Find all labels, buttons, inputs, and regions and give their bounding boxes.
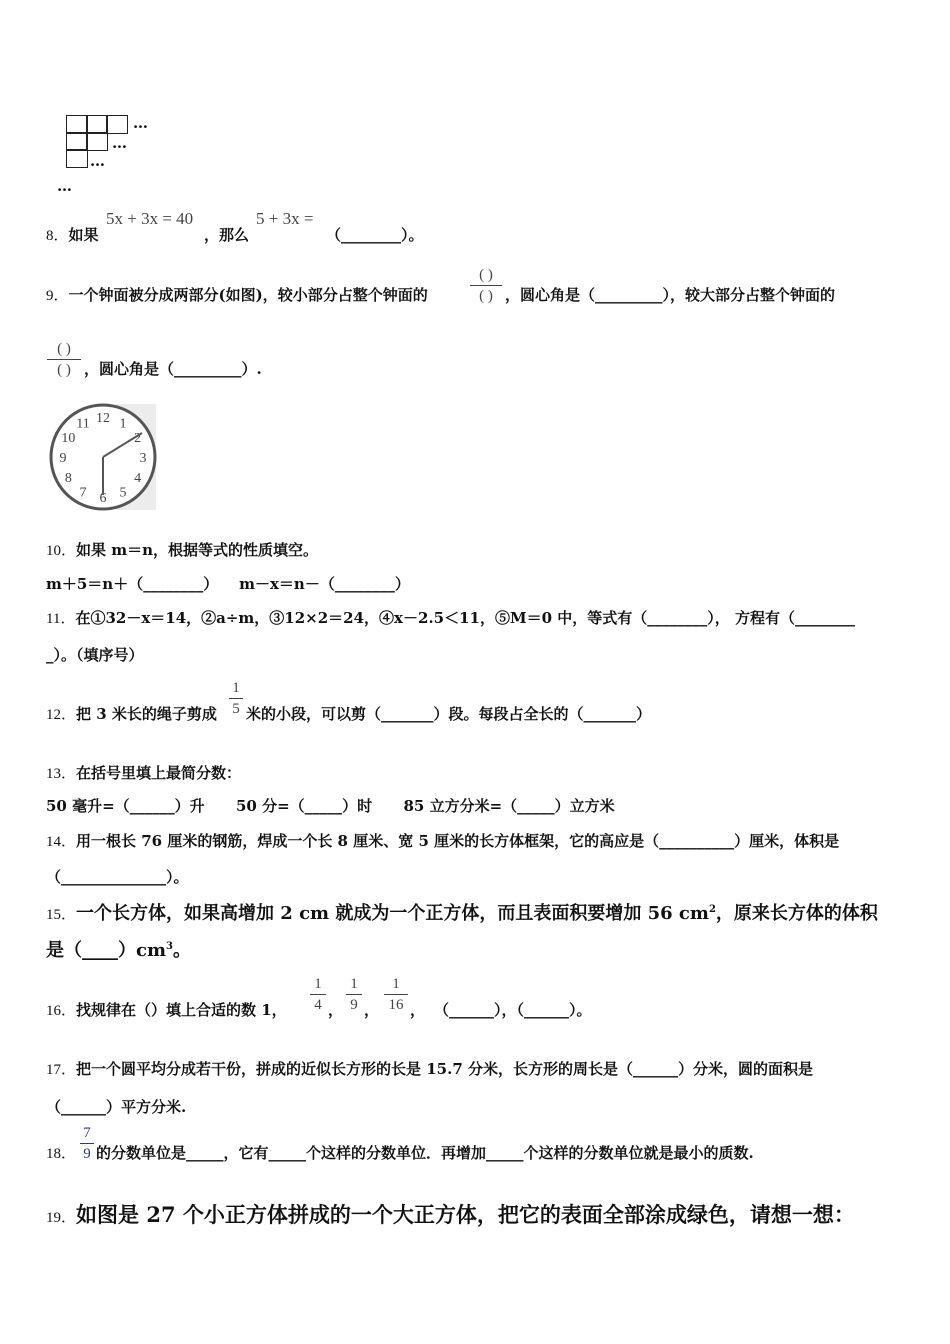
question-number: 15． <box>46 907 77 923</box>
figure-cell <box>66 149 88 168</box>
q16-fraction-3: 1 16 <box>384 975 408 1014</box>
question-number: 10． <box>46 543 77 559</box>
figure-cell <box>86 132 108 151</box>
q13-text: 在括号里填上最简分数： <box>76 764 242 782</box>
q16-fraction-1: 1 4 <box>310 975 326 1014</box>
q15-line2b: 。 <box>172 940 191 961</box>
q15-line1b: ，原来长方体的体积 <box>715 903 878 924</box>
q16-fraction-2: 1 9 <box>346 975 362 1014</box>
clock-number: 4 <box>134 471 142 486</box>
clock-figure <box>46 400 160 514</box>
q9-fraction-2: ( ) ( ) <box>47 340 81 379</box>
figure-cell <box>106 115 128 134</box>
clock-number: 10 <box>61 431 76 446</box>
q14-line2[interactable]: （______________）。 <box>46 868 189 886</box>
q9-line1a: 一个钟面被分成两部分(如图)，较小部分占整个钟面的 <box>68 286 428 304</box>
question-number: 19． <box>46 1210 77 1226</box>
q12-post[interactable]: 米的小段，可以剪（_______）段。每段占全长的（_______） <box>246 705 652 723</box>
clock-number: 12 <box>96 411 110 426</box>
q8-mid: ，那么 <box>204 226 250 244</box>
q8-pre: 如果 <box>68 226 99 244</box>
clock-number: 2 <box>134 431 142 446</box>
clock-number: 5 <box>119 485 127 501</box>
clock-number: 8 <box>64 471 72 486</box>
q17-line1[interactable]: 把一个圆平均分成若干份，拼成的近似长方形的长是 15.7 分米，长方形的周长是（______）分米，圆的面积是 <box>76 1060 813 1078</box>
q18-text[interactable]: 的分数单位是_____，它有_____个这样的分数单位．再增加_____个这样的分数单位就是最小的质数. <box>96 1144 754 1162</box>
clock-number: 9 <box>59 451 67 466</box>
clock-number: 1 <box>119 416 127 432</box>
q16-separator: ， <box>364 1001 380 1019</box>
q10-text: 如果 m＝n，根据等式的性质填空。 <box>76 541 319 559</box>
figure-dots-3: … <box>90 152 105 170</box>
question-number: 9． <box>46 288 69 304</box>
q9-line1b[interactable]: ，圆心角是（_________），较大部分占整个钟面的 <box>505 286 836 304</box>
q15-line1a: 一个长方体，如果高增加 2 cm 就成为一个正方体，而且表面积要增加 56 cm <box>76 903 709 924</box>
question-number: 13． <box>46 766 77 782</box>
q12-pre: 把 3 米长的绳子剪成 <box>76 705 217 723</box>
q9-line2[interactable]: ，圆心角是（_________）. <box>84 360 262 378</box>
q8-equation-2: 5 + 3x = <box>256 209 314 228</box>
question-number: 16． <box>46 1003 77 1019</box>
figure-dots-2: … <box>112 134 127 152</box>
q16-separator: ， <box>410 1001 426 1019</box>
question-number: 11． <box>46 611 76 627</box>
q8-answer-blank[interactable]: （________）。 <box>326 226 424 244</box>
question-number: 18． <box>46 1146 77 1162</box>
figure-dots-4: … <box>57 177 72 195</box>
q14-line1[interactable]: 用一根长 76 厘米的钢筋，焊成一个长 8 厘米、宽 5 厘米的长方体框架，它的高应是（__________）厘米，体积是 <box>76 832 840 850</box>
q18-fraction: 7 9 <box>80 1124 94 1163</box>
q19-text: 如图是 27 个小正方体拼成的一个大正方体，把它的表面全部涂成绿色，请想一想： <box>76 1202 855 1227</box>
q15-sup1: 2 <box>708 904 716 915</box>
q9-fraction-1: ( ) ( ) <box>470 266 502 305</box>
q11-line1[interactable]: 在①32－x＝14，②a÷m，③12×2＝24，④x－2.5＜11，⑤M＝0 中，等式有（________）， 方程有（________ <box>75 609 855 627</box>
q12-fraction: 1 5 <box>229 679 243 718</box>
q16-separator: ， <box>328 1001 344 1019</box>
q10-line2[interactable]: m＋5＝n＋（________） m－x＝n－（________） <box>46 575 410 593</box>
clock-number: 6 <box>99 491 107 506</box>
q17-line2[interactable]: （______）平方分米. <box>46 1098 187 1116</box>
question-number: 17． <box>46 1062 77 1078</box>
q13-line2[interactable]: 50 毫升=（______）升 50 分=（_____）时 85 立方分米=（_____）立方米 <box>46 797 615 815</box>
q16-post[interactable]: （______），（______）。 <box>434 1001 592 1019</box>
clock-number: 11 <box>76 416 90 432</box>
figure-dots-1: … <box>133 114 148 132</box>
q8-equation-1: 5x + 3x = 40 <box>106 209 194 228</box>
question-number: 8． <box>46 228 69 244</box>
clock-number: 7 <box>79 485 87 501</box>
q16-pre: 找规律在（）填上合适的数 1， <box>76 1001 287 1019</box>
q15-sup2: 3 <box>166 941 173 952</box>
q15-line2a[interactable]: 是（____）cm <box>46 940 167 961</box>
question-number: 14． <box>46 834 77 850</box>
question-number: 12． <box>46 707 77 723</box>
clock-number: 3 <box>139 451 147 466</box>
q11-line2: _）。（填序号） <box>46 646 144 664</box>
